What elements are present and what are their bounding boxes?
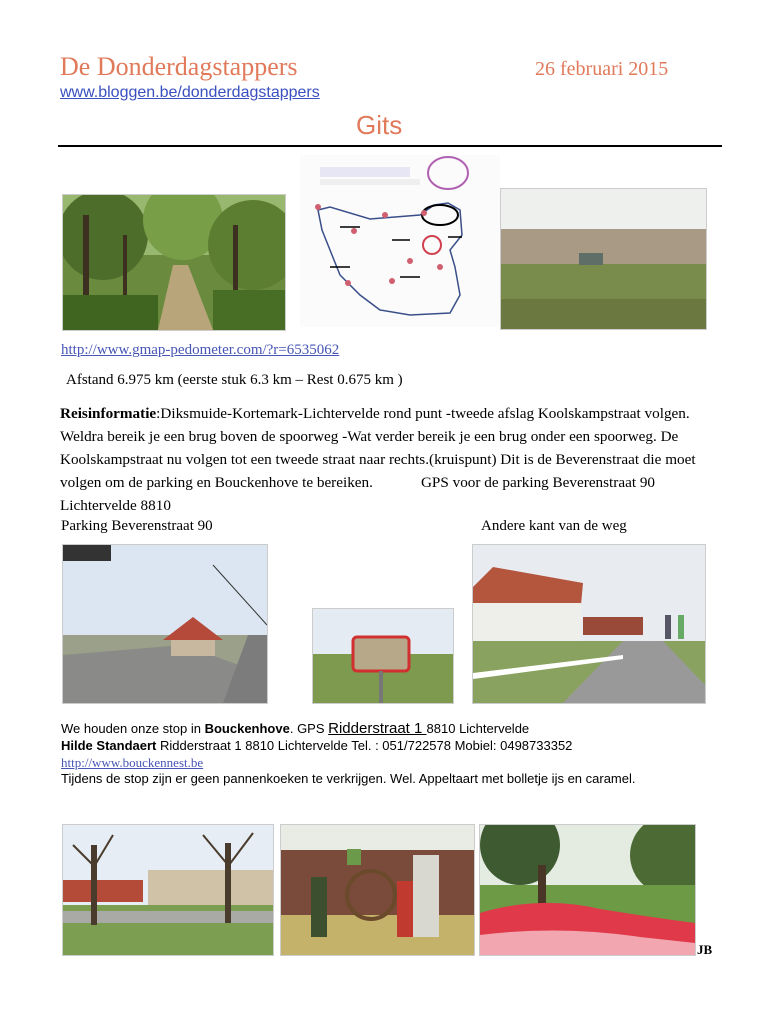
host-info [61, 738, 572, 753]
walk-location: Gits [356, 110, 403, 140]
blog-link[interactable]: www.bloggen.be/donderdagstappers [60, 84, 320, 101]
travel-info [60, 402, 728, 517]
photo-traffic-mirror [312, 608, 454, 704]
stop-gps-city: 8810 Lichtervelde [426, 721, 530, 736]
stop-note: Tijdens de stop zijn er geen pannenkoeken te verkrijgen. Wel. Appeltaart met bolletje ijs en caramel. [61, 771, 636, 786]
stop-info [61, 720, 529, 737]
travel-info-label: Reisinformatie [60, 405, 157, 422]
parking-gps: GPS voor de parking Beverenstraat 90 Lichtervelde 8810 [60, 474, 656, 514]
header-divider [58, 145, 722, 147]
author-initials: JB [697, 942, 713, 957]
photo-forest-path [62, 194, 286, 331]
distance-text: Afstand 6.975 km (eerste stuk 6.3 km – Rest 0.675 km ) [66, 372, 403, 388]
stop-gps-label: . GPS [289, 721, 329, 736]
travel-info-text: :Diksmuide-Kortemark-Lichtervelde rond punt -tweede afslag Koolskampstraat volgen. Weldra bereik je een brug boven de spoorweg -Wat verder bereik je een brug onder een spoorweg. De Koolskampstraat nu volgen tot een tweede straat naar rechts.(kruispunt) Dit is de Beverenstraat die moet volgen om de parking en Bouckenhove te bereiken. [60, 405, 696, 491]
caption-parking: Parking Beverenstraat 90 [61, 518, 213, 534]
newsletter-title: De Donderdagstappers [60, 52, 298, 81]
stop-intro: We houden onze stop in [61, 721, 205, 736]
stop-gps-street: Ridderstraat 1 [328, 720, 427, 737]
bouckennest-link[interactable]: http://www.bouckennest.be [61, 755, 204, 770]
pedometer-link[interactable]: http://www.gmap-pedometer.com/?r=6535062 [61, 342, 340, 358]
caption-other-side: Andere kant van de weg [481, 518, 627, 534]
photo-field-hut [500, 188, 707, 330]
route-map [300, 155, 500, 327]
walk-date: 26 februari 2015 [535, 58, 669, 80]
photo-parking [62, 544, 268, 704]
photo-flower-bed [479, 824, 696, 956]
photo-road-house [472, 544, 706, 704]
photo-farm-trees [62, 824, 274, 956]
stop-place: Bouckenhove [204, 721, 290, 736]
host-details: Ridderstraat 1 8810 Lichtervelde Tel. : 051/722578 Mobiel: 0498733352 [156, 738, 573, 753]
host-name: Hilde Standaert [61, 738, 157, 753]
photo-bouckenhove-sign [280, 824, 475, 956]
